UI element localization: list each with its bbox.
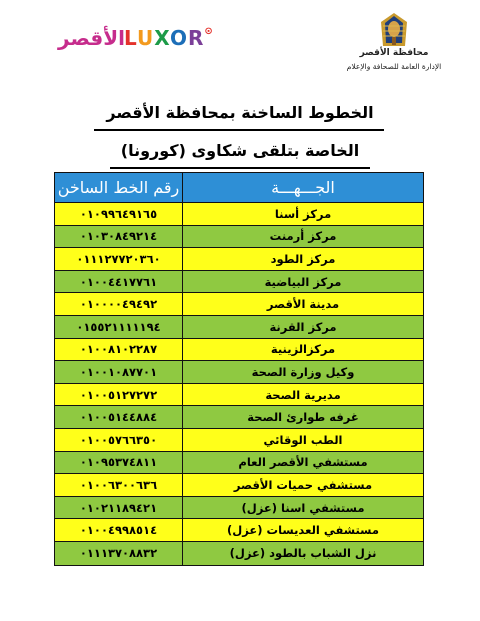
- entity-name: مدينة الأقصر: [266, 297, 340, 312]
- hotline-number: ٠١١١٢٧٧٢٠٣٦٠: [55, 248, 183, 270]
- governorate-header: [334, 12, 454, 78]
- logo-letter: X: [154, 26, 170, 50]
- entity-name: مركزالزينية: [270, 342, 336, 357]
- hotline-number: ٠١٠٢١١٨٩٤٢١: [55, 497, 183, 519]
- table-row: [55, 519, 423, 542]
- entity-name: نزل الشباب بالطود (عزل): [229, 546, 377, 561]
- logo-letter: R: [188, 26, 205, 50]
- hotline-number: ٠١٠٣٠٨٤٩٢١٤: [55, 226, 183, 248]
- logo-mark: ⊙: [204, 26, 214, 37]
- hotline-number: ٠١٠٠٨١٠٢٢٨٧: [55, 339, 183, 361]
- table-row: [55, 248, 423, 271]
- table-row: [55, 339, 423, 362]
- department-name: الإدارة العامة للصحافة والإعلام: [346, 62, 442, 71]
- hotlines-table: [54, 172, 424, 566]
- hotline-number: ٠١٠٩٥٣٧٤٨١١: [55, 452, 183, 474]
- entity-name: غرفه طوارئ الصحة: [247, 410, 359, 425]
- header-hotline: رقم الخط الساخن: [55, 173, 183, 202]
- hotline-number: ٠١٠٠٤٩٩٨٥١٤: [55, 519, 183, 541]
- table-row: [55, 542, 423, 565]
- table-row: [55, 384, 423, 407]
- entity-name: وكيل وزارة الصحة: [251, 364, 355, 379]
- hotline-number: ٠١٠٠٤٤١٧٧٦١: [55, 271, 183, 293]
- entity-name: مديرية الصحة: [265, 387, 341, 402]
- pharaoh-emblem-icon: [377, 12, 411, 48]
- governorate-name: محافظة الأقصر: [359, 48, 429, 58]
- table-row: [55, 293, 423, 316]
- entity-name: مركز الطود: [270, 251, 336, 266]
- hotline-number: ٠١٠٠٥١٢٧٢٧٢: [55, 384, 183, 406]
- luxor-logo: [58, 20, 214, 58]
- hotline-number: ٠١٠٠٠٠٤٩٤٩٢: [55, 293, 183, 315]
- table-row: [55, 474, 423, 497]
- entity-name: مركز أسنا: [274, 206, 332, 221]
- entity-name: مركز القرنة: [269, 319, 337, 334]
- entity-name: مستشفي الأقصر العام: [238, 455, 368, 470]
- table-row: [55, 226, 423, 249]
- hotline-number: ٠١٠٠٥١٤٤٨٨٤: [55, 406, 183, 428]
- table-row: [55, 452, 423, 475]
- entity-name: مستشفي حميات الأقصر: [233, 477, 373, 492]
- hotline-number: ٠١٠٩٩٦٤٩١٦٥: [55, 203, 183, 225]
- header-entity: الجـــهـــة: [271, 178, 335, 197]
- hotline-number: ٠١٠٠٥٧٦٦٣٥٠: [55, 429, 183, 451]
- title-underline: [94, 129, 384, 131]
- luxor-logo-arabic: الأقصر: [58, 26, 125, 50]
- table-row: [55, 316, 423, 339]
- entity-name: الطب الوقائي: [263, 432, 343, 447]
- luxor-logo-latin: [124, 26, 214, 50]
- hotline-number: ٠١٠٠١٠٨٧٧٠١: [55, 361, 183, 383]
- table-row: [55, 497, 423, 520]
- entity-name: مستشفي العديسات (عزل): [227, 523, 379, 538]
- table-row: [55, 271, 423, 294]
- table-row: [55, 361, 423, 384]
- logo-letter: O: [170, 26, 189, 50]
- page-title: الخطوط الساخنة بمحافظة الأقصر: [106, 103, 374, 122]
- entity-name: مستشفي اسنا (عزل): [241, 500, 365, 515]
- hotline-number: ٠١٠٠٦٣٠٠٦٣٦: [55, 474, 183, 496]
- table-row: [55, 406, 423, 429]
- logo-letter: U: [137, 26, 155, 50]
- logo-letter: L: [124, 26, 138, 50]
- hotline-number: ٠١٥٥٢١١١١١٩٤: [55, 316, 183, 338]
- table-row: [55, 203, 423, 226]
- table-header-row: [55, 173, 423, 203]
- page-subtitle: الخاصة بتلقى شكاوى (كورونا): [120, 141, 360, 160]
- table-row: [55, 429, 423, 452]
- hotline-number: ٠١١١٣٧٠٨٨٣٢: [55, 542, 183, 565]
- subtitle-underline: [110, 167, 370, 169]
- entity-name: مركز البياضية: [264, 274, 342, 289]
- entity-name: مركز أرمنت: [269, 229, 337, 244]
